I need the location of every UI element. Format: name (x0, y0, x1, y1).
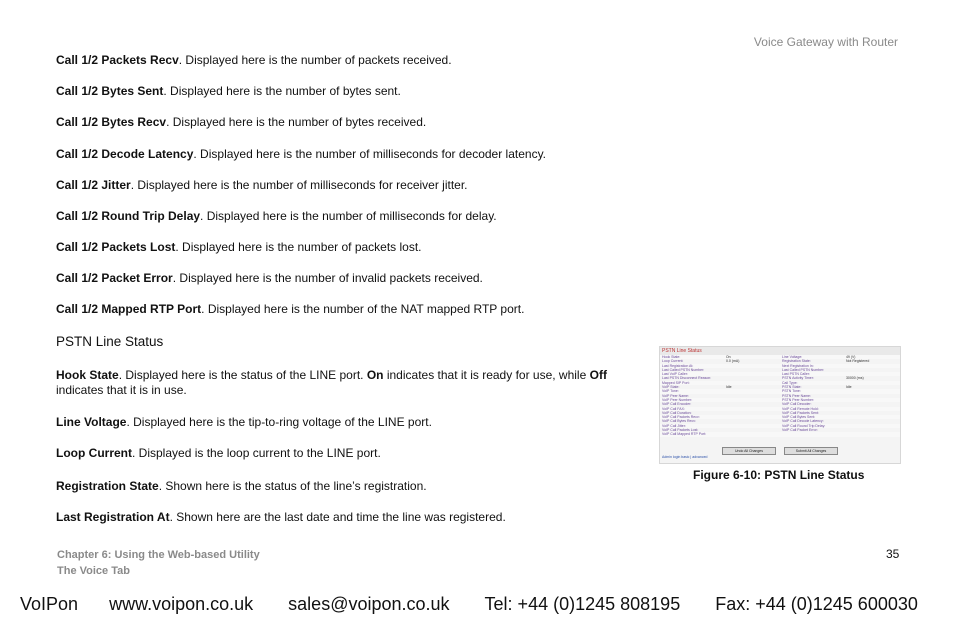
paragraph-hook-state: Hook State. Displayed here is the status of the LINE port. On indicates that it is ready for use, while Off indicates that it is in use. (56, 368, 607, 397)
figure-field-value: On (725, 355, 731, 359)
figure-field-label: VoIP Call Bytes Sent: (782, 415, 816, 420)
paragraph-bytes-sent: Call 1/2 Bytes Sent. Displayed here is the number of bytes sent. (56, 84, 401, 98)
figure-field-label: PSTN Tone: (782, 389, 801, 394)
paragraph-packets-lost: Call 1/2 Packets Lost. Displayed here is the number of packets lost. (56, 240, 422, 254)
figure-field-value: 0.0 (mA) (725, 359, 740, 364)
paragraph-round-trip-delay: Call 1/2 Round Trip Delay. Displayed here is the number of milliseconds for delay. (56, 209, 497, 223)
figure-field-label: Last Registration At: (662, 363, 694, 368)
figure-field-value: Idle (845, 385, 852, 390)
figure-field-label: VoIP Peer Name: (662, 393, 689, 398)
figure-field-label: Last PSTN Disconnect Reason: (662, 376, 712, 381)
figure-field-label: PSTN State: (782, 385, 802, 390)
figure-field-label: VoIP Call Round Trip Delay: (782, 423, 826, 428)
telephone-number: Tel: +44 (0)1245 808195 (484, 594, 681, 614)
figure-field-label: PSTN Peer Name: (782, 393, 811, 398)
figure-field-value (724, 432, 780, 436)
running-header: Voice Gateway with Router (753, 35, 898, 49)
undo-changes-button: Undo All Changes (722, 447, 776, 455)
paragraph-decode-latency: Call 1/2 Decode Latency. Displayed here is the number of milliseconds for decoder latency. (56, 147, 547, 161)
footer-chapter (57, 547, 260, 579)
paragraph-packet-error: Call 1/2 Packet Error. Displayed here is the number of invalid packets received. (56, 271, 483, 285)
figure-field-label: Last PSTN Caller: (782, 372, 811, 377)
figure-pstn-line-status-screenshot (659, 346, 901, 464)
figure-title: PSTN Line Status (660, 347, 900, 355)
figure-field-label: VoIP Call Decode Latency: (782, 419, 824, 424)
figure-field-label: VoIP Call Remote Hold: (782, 406, 819, 411)
section-heading: PSTN Line Status (56, 334, 164, 349)
figure-caption: Figure 6-10: PSTN Line Status (693, 468, 865, 482)
figure-field-label: VoIP State: (662, 385, 680, 390)
figure-field-label: VoIP Call Bytes Recv: (662, 419, 696, 424)
figure-field-value: Not Registered (845, 359, 870, 364)
figure-field-label: VoIP Call Decoder: (782, 402, 812, 407)
figure-field-label: Last Called PSTN Number: (662, 367, 705, 372)
submit-changes-button: Submit All Changes (784, 447, 838, 455)
paragraph-registration-state: Registration State. Shown here is the status of the line’s registration. (56, 479, 427, 493)
figure-field-label: Hook State: (662, 355, 681, 359)
website-link[interactable]: www.voipon.co.uk (109, 594, 254, 614)
paragraph-mapped-rtp-port: Call 1/2 Mapped RTP Port. Displayed here is the number of the NAT mapped RTP port. (56, 302, 525, 316)
paragraph-line-voltage: Line Voltage. Displayed here is the tip-to-ring voltage of the LINE port. (56, 415, 432, 429)
figure-field-label: VoIP Call Packets Sent: (782, 410, 819, 415)
figure-field-label: Last Called PSTN Number: (782, 367, 825, 372)
figure-field-value: Idle (725, 385, 732, 390)
figure-field-label: Mapped SIP Port: (662, 380, 690, 385)
paragraph-last-registration: Last Registration At. Shown here are the last date and time the line was registered. (56, 510, 506, 524)
brand-name: VoIPon (20, 594, 79, 614)
figure-field-label: Next Registration In: (782, 363, 814, 368)
figure-field-value (844, 432, 900, 436)
paragraph-loop-current: Loop Current. Displayed is the loop current to the LINE port. (56, 446, 381, 460)
figure-field-label: VoIP Call Jitter: (662, 423, 686, 428)
figure-field-label (780, 432, 844, 436)
figure-field-label: VoIP Call Mapped RTP Port: (662, 432, 707, 437)
figure-field-label: VoIP Call FAX: (662, 406, 685, 411)
paragraph-bytes-recv: Call 1/2 Bytes Recv. Displayed here is the number of bytes received. (56, 115, 427, 129)
figure-field-value: 49 (V) (845, 355, 856, 359)
contact-bar (20, 594, 940, 615)
figure-field-label: Loop Current: (662, 359, 684, 364)
figure-field-label: Call Type: (782, 380, 798, 385)
figure-field-label: VoIP Call Packet Error: (782, 428, 818, 433)
figure-field-label: Line Voltage: (782, 355, 803, 359)
figure-field-label: VoIP Peer Number: (662, 397, 693, 402)
footer-tab-name: The Voice Tab (57, 565, 130, 577)
figure-row (660, 432, 900, 436)
paragraph-packets-recv: Call 1/2 Packets Recv. Displayed here is the number of packets received. (56, 53, 452, 67)
figure-field-value: 30000 (ms) (845, 376, 864, 381)
figure-field-label: Registration State: (782, 359, 811, 364)
figure-buttons (722, 447, 838, 455)
page-number: 35 (886, 547, 900, 561)
figure-field-label: VoIP Tone: (662, 389, 679, 394)
figure-field-label: VoIP Call Encoder: (662, 402, 692, 407)
figure-field-label: PSTN Peer Number: (782, 397, 815, 402)
figure-rows (660, 355, 900, 437)
email-link[interactable]: sales@voipon.co.uk (288, 594, 450, 614)
figure-field-label: VoIP Call Duration: (662, 410, 692, 415)
paragraph-jitter: Call 1/2 Jitter. Displayed here is the number of milliseconds for receiver jitter. (56, 178, 468, 192)
fax-number: Fax: +44 (0)1245 600030 (715, 594, 918, 614)
figure-field-label: Last VoIP Caller: (662, 372, 689, 377)
figure-field-label: PSTN Activity Timer: (782, 376, 814, 381)
figure-field-label: VoIP Call Packets Lost: (662, 428, 699, 433)
footer-chapter-title: Chapter 6: Using the Web-based Utility (57, 549, 260, 561)
figure-field-label: VoIP Call Packets Recv: (662, 415, 700, 420)
figure-links: Admin login basic | advanced (662, 455, 708, 459)
